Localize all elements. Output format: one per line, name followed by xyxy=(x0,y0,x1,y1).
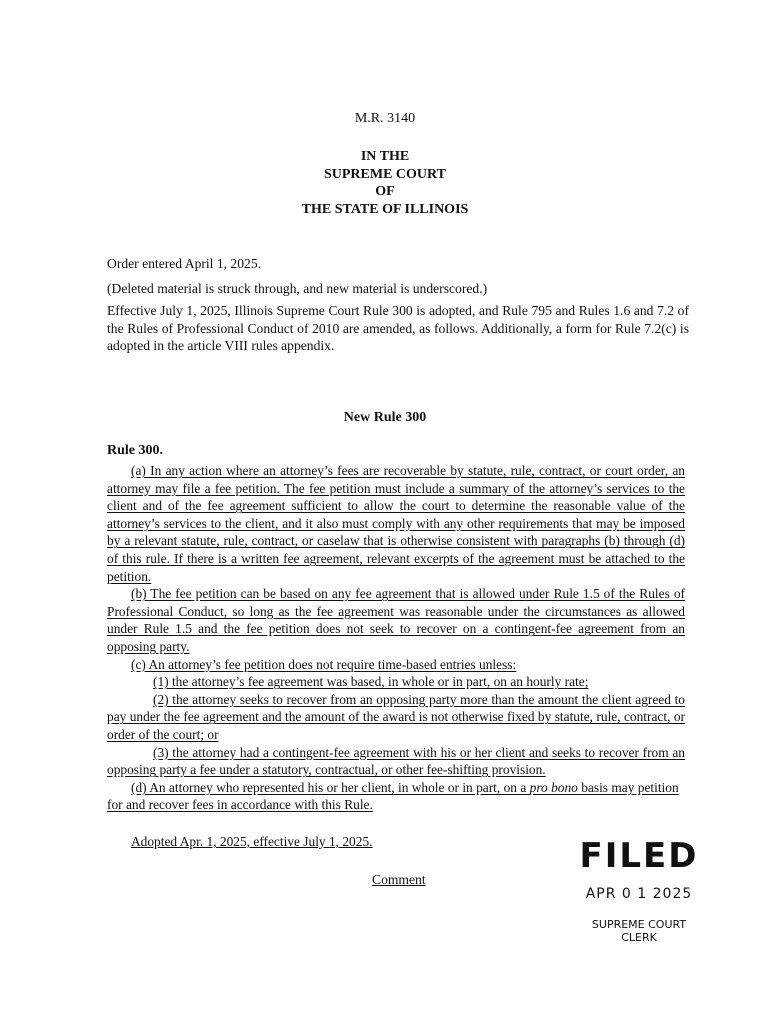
court-caption-line: THE STATE OF ILLINOIS xyxy=(301,201,469,217)
rule-paragraph-d-text-end: basis may petition for and recover fees in accordance with this Rule. xyxy=(107,779,679,813)
rule-paragraph-b: (b) The fee petition can be based on any fee agreement that is allowed under Rule 1.5 of the Rules of Professional Conduct, so long as the fee agreement was reasonable under the circumstances as allowed under Rule 1.5 and the fee petition does not seek to recover on a contingent-fee agreement from an opposing party. xyxy=(107,586,685,654)
rule-paragraph-c3: (3) the attorney had a contingent-fee agreement with his or her client and seeks to recover from an opposing party a fee under a statutory, contractual, or other fee-shifting provision. xyxy=(107,744,685,778)
filed-stamp-office-line: CLERK xyxy=(621,931,657,944)
court-caption-line: SUPREME COURT xyxy=(323,166,446,182)
rule-paragraph-c: (c) An attorney’s fee petition does not require time-based entries unless: xyxy=(131,656,517,672)
rule-paragraph-d-text: (d) An attorney who represented his or her client, in whole or in part, on a xyxy=(131,779,530,795)
rule-body xyxy=(107,462,685,814)
material-note: (Deleted material is struck through, and new material is underscored.) xyxy=(107,281,488,296)
rule-paragraph-c2: (2) the attorney seeks to recover from an opposing party more than the amount the client agreed to pay under the fee agreement and the amount of the award is not otherwise fixed by statute, rule, contract, or order of the court; or xyxy=(107,691,685,742)
filed-stamp-office-line: SUPREME COURT xyxy=(591,918,687,931)
court-caption-line: IN THE xyxy=(360,149,410,164)
filed-stamp-word: FILED xyxy=(579,836,699,876)
rule-paragraph-d-italic: pro bono xyxy=(529,779,578,795)
adopted-note: Adopted Apr. 1, 2025, effective July 1, 2025. xyxy=(131,834,373,849)
rule-paragraph-a: (a) In any action where an attorney’s fees are recoverable by statute, rule, contract, or court order, an attorney may file a fee petition. The fee petition must include a summary of the attorney’s services to the client and of the fee agreement sufficient to allow the court to determine the reasonable value of the attorney’s services to the client, and it also must comply with any other requirements that may be imposed by a relevant statute, rule, contract, or caselaw that is otherwise consistent with paragraphs (b) through (d) of this rule. If there is a written fee agreement, relevant excerpts of the agreement must be attached to the petition. xyxy=(107,463,685,584)
order-entered-date: Order entered April 1, 2025. xyxy=(107,256,262,271)
effective-statement: Effective July 1, 2025, Illinois Supreme Court Rule 300 is adopted, and Rule 795 and Rules 1.6 and 7.2 of the Rules of Professional Conduct of 2010 are amended, as follows. Additionally, a form for Rule 7.2(c) is adopted in the article VIII rules appendix. xyxy=(107,303,689,353)
rule-paragraph-d xyxy=(107,779,685,814)
filed-stamp-office xyxy=(578,918,700,944)
court-caption-line: OF xyxy=(375,184,395,199)
section-title: New Rule 300 xyxy=(343,410,427,425)
filed-stamp-date: APR 0 1 2025 xyxy=(585,886,693,902)
filed-stamp xyxy=(578,838,700,944)
rule-paragraph-c1: (1) the attorney’s fee agreement was based, in whole or in part, on an hourly rate; xyxy=(153,674,589,690)
rule-heading: Rule 300. xyxy=(107,443,163,458)
docket-number: M.R. 3140 xyxy=(354,111,416,126)
court-caption xyxy=(0,148,770,218)
comment-heading: Comment xyxy=(372,872,426,887)
